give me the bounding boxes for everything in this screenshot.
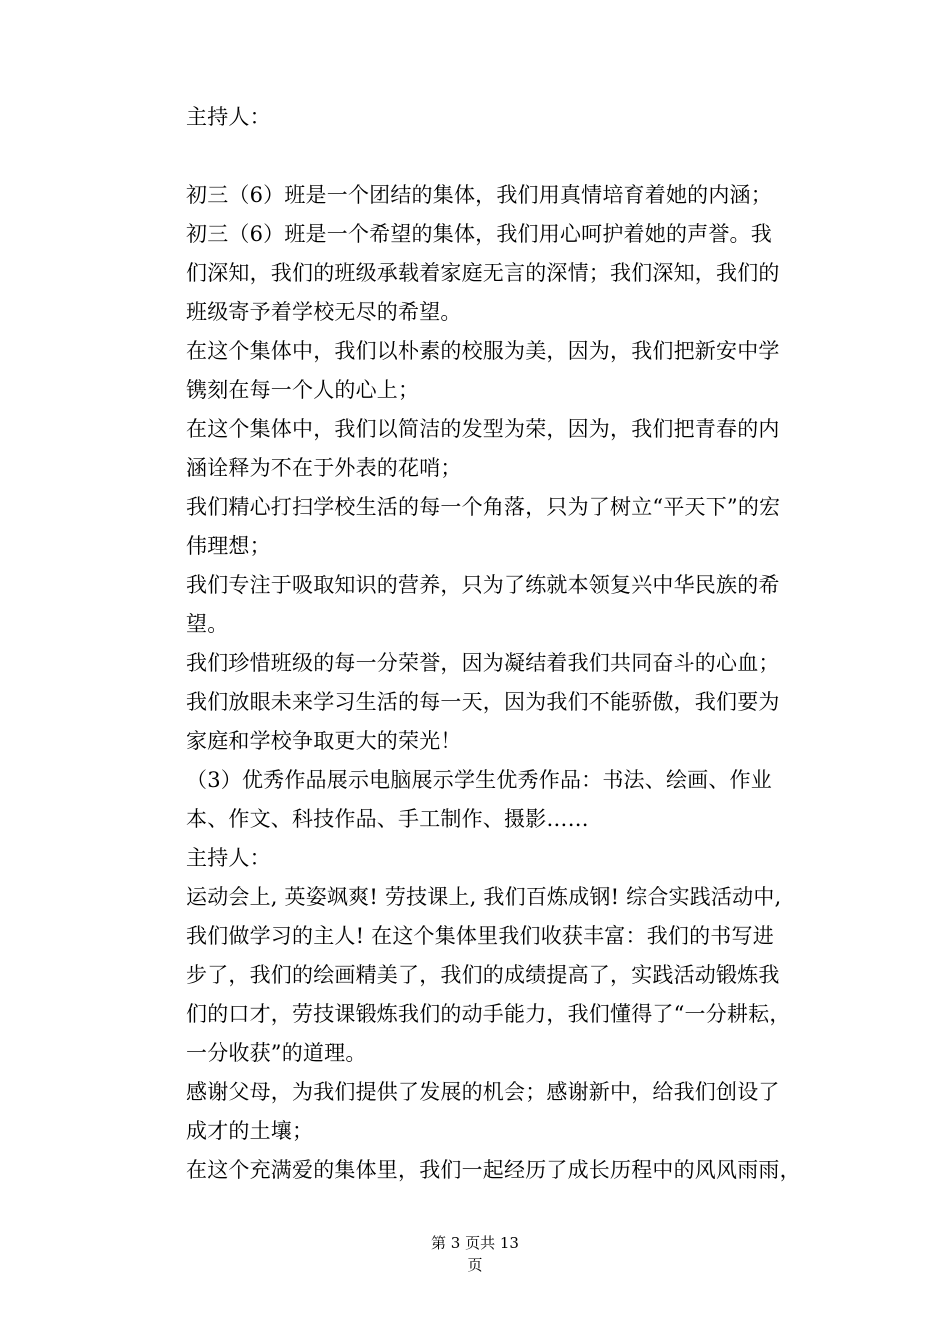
paragraph-line: 成才的土壤； [186,1119,314,1143]
paragraph-line: 在这个集体中，我们以简洁的发型为荣，因为，我们把青春的内 [186,417,780,441]
paragraph-line: 一分收获”的道理。 [186,1041,367,1065]
paragraph-line: 初三（6）班是一个希望的集体，我们用心呵护着她的声誉。我 [186,222,772,246]
paragraph-line: 我们放眼未来学习生活的每一天，因为我们不能骄傲，我们要为 [186,690,780,714]
paragraph-line: 步了，我们的绘画精美了，我们的成绩提高了，实践活动锻炼我 [186,963,780,987]
paragraph-line: 感谢父母，为我们提供了发展的机会；感谢新中，给我们创设了 [186,1080,780,1104]
paragraph-line: 我们珍惜班级的每一分荣誉，因为凝结着我们共同奋斗的心血； [186,651,780,675]
section-heading-line: （3）优秀作品展示电脑展示学生优秀作品：书法、绘画、作业 [186,768,772,792]
paragraph-line: 运动会上, 英姿飒爽! 劳技课上, 我们百炼成钢! 综合实践活动中, [186,885,782,909]
paragraph-line: 家庭和学校争取更大的荣光！ [186,729,462,753]
host-label: 主持人： [186,846,271,870]
paragraph-line: 们深知，我们的班级承载着家庭无言的深情；我们深知，我们的 [186,261,780,285]
paragraph-line: 镌刻在每一个人的心上； [186,378,420,402]
paragraph-line: 望。 [186,612,229,636]
paragraph-line: 我们精心打扫学校生活的每一个角落，只为了树立“平天下”的宏 [186,495,781,519]
paragraph-line: 在这个集体中，我们以朴素的校服为美，因为，我们把新安中学 [186,339,780,363]
paragraph-line: 们的口才，劳技课锻炼我们的动手能力，我们懂得了“一分耕耘， [186,1002,791,1026]
paragraph-line: 初三（6）班是一个团结的集体，我们用真情培育着她的内涵； [186,183,772,207]
blank-line [186,137,826,176]
host-label: 主持人： [186,105,271,129]
paragraph-line: 我们专注于吸取知识的营养，只为了练就本领复兴中华民族的希 [186,573,780,597]
paragraph-line: 涵诠释为不在于外表的花哨； [186,456,462,480]
paragraph-line: 伟理想； [186,534,271,558]
paragraph-line: 在这个充满爱的集体里，我们一起经历了成长历程中的风风雨雨， [186,1158,801,1182]
document-body [186,98,826,1190]
page-footer [420,1232,530,1276]
paragraph-line: 班级寄予着学校无尽的希望。 [186,300,462,324]
paragraph-line: 本、作文、科技作品、手工制作、摄影…… [186,807,589,831]
paragraph-line: 我们做学习的主人! 在这个集体里我们收获丰富：我们的书写进 [186,924,774,948]
page-number-line-1: 第 3 页共 13 [431,1234,519,1252]
page-number-line-2: 页 [467,1256,483,1274]
